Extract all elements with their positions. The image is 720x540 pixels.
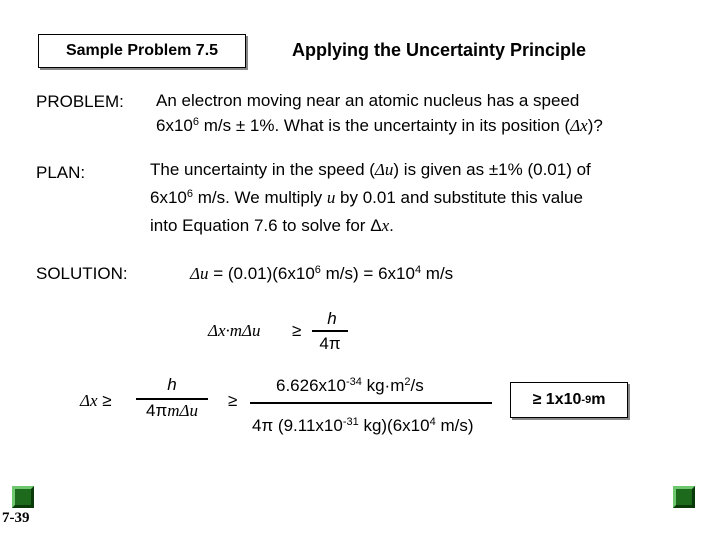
sample-problem-label-box [38, 34, 246, 68]
eq2-denominator: 4π [319, 334, 341, 353]
eq2-numerator: h [327, 309, 337, 328]
eq1-text-c: m/s [421, 264, 454, 283]
eq1-text-b: m/s) = 6x10 [320, 264, 415, 283]
eq1-exponent-2: 4 [414, 264, 422, 276]
plan-line-3-text: into Equation 7.6 to solve for Δ [150, 216, 382, 235]
eq1-delta-u-symbol: Δu [190, 264, 209, 283]
eq3-den2-4pi: 4π [252, 416, 274, 435]
eq3-den-4pi: 4π [146, 401, 168, 420]
eq3-den2-mass-a: (9.11x10 [273, 416, 343, 435]
eq3-ge: ≥ [102, 391, 112, 410]
eq2-fraction-bar [312, 330, 348, 332]
eq3-delta-x: Δx [80, 391, 98, 410]
plan-line-3-end: . [389, 216, 394, 235]
plan-line-2-end: by 0.01 and substitute this value [335, 188, 583, 207]
eq3-numerator: h [167, 375, 177, 394]
problem-line-2-text: m/s ± 1%. What is the uncertainty in its position ( [199, 116, 571, 135]
plan-line-1 [150, 160, 591, 180]
result-units: m [591, 391, 606, 408]
eq3-numerator-2 [276, 376, 424, 396]
eq3-planck-mantissa: 6.626x10 [276, 376, 346, 395]
eq1-exponent-1: 6 [314, 264, 321, 276]
page-title: Applying the Uncertainty Principle [292, 40, 587, 60]
eq3-den-mdu: mΔu [167, 401, 198, 420]
problem-label: PROBLEM: [36, 92, 124, 111]
problem-line-1: An electron moving near an atomic nucleus has a speed [156, 91, 580, 110]
eq3-planck-units-b: /s [410, 376, 424, 395]
eq3-fraction-bar [136, 398, 208, 400]
eq3-den2-mass-b: kg)(6x10 [358, 416, 430, 435]
plan-line-1-end: ) is given as ±1% (0.01) of [393, 160, 591, 179]
result-box: ≥ 1x10 -9 m [510, 382, 628, 418]
plan-x-symbol: x [381, 216, 390, 235]
plan-u-symbol: u [326, 188, 336, 207]
eq3-denominator-2 [252, 416, 474, 436]
eq2-lhs: Δx·mΔu [208, 321, 261, 340]
plan-line-3 [150, 216, 394, 236]
eq3-den2-mass-exponent: -31 [342, 416, 359, 428]
plan-line-2 [150, 188, 583, 208]
solution-label: SOLUTION: [36, 264, 128, 283]
eq1-text-a: = (0.01)(6x10 [208, 264, 315, 283]
eq3-lhs [80, 391, 112, 411]
eq3-planck-exponent: -34 [345, 376, 362, 388]
result-mantissa: ≥ 1x10 [532, 391, 582, 408]
problem-line-2 [156, 116, 603, 136]
eq2-ge: ≥ [292, 321, 302, 340]
eq3-den2-speed-exponent: 4 [429, 416, 436, 428]
eq3-planck-units-exponent: 2 [404, 376, 411, 388]
plan-speed-mantissa: 6x10 [150, 188, 187, 207]
eq3-ge-2: ≥ [228, 391, 238, 410]
page-number: 7-39 [2, 510, 30, 526]
plan-line-2-text: m/s. We multiply [193, 188, 327, 207]
problem-line-2-end: )? [587, 116, 603, 135]
sample-problem-label: Sample Problem 7.5 [65, 42, 219, 59]
eq3-den2-speed-units: m/s) [435, 416, 474, 435]
eq3-fraction-bar-2 [250, 402, 492, 404]
problem-delta-x-symbol: Δx [570, 116, 588, 135]
plan-speed-exponent: 6 [186, 188, 193, 200]
plan-delta-u-symbol: Δu [374, 160, 394, 179]
eq3-denominator [136, 401, 208, 421]
plan-line-1-text: The uncertainty in the speed ( [150, 160, 375, 179]
equation-delta-u [190, 264, 453, 284]
previous-slide-button[interactable] [12, 486, 34, 508]
problem-speed-mantissa: 6x10 [156, 116, 193, 135]
eq3-planck-units-a: kg·m [361, 376, 405, 395]
next-slide-button[interactable] [673, 486, 695, 508]
plan-label: PLAN: [36, 163, 86, 182]
problem-speed-exponent: 6 [192, 116, 199, 128]
